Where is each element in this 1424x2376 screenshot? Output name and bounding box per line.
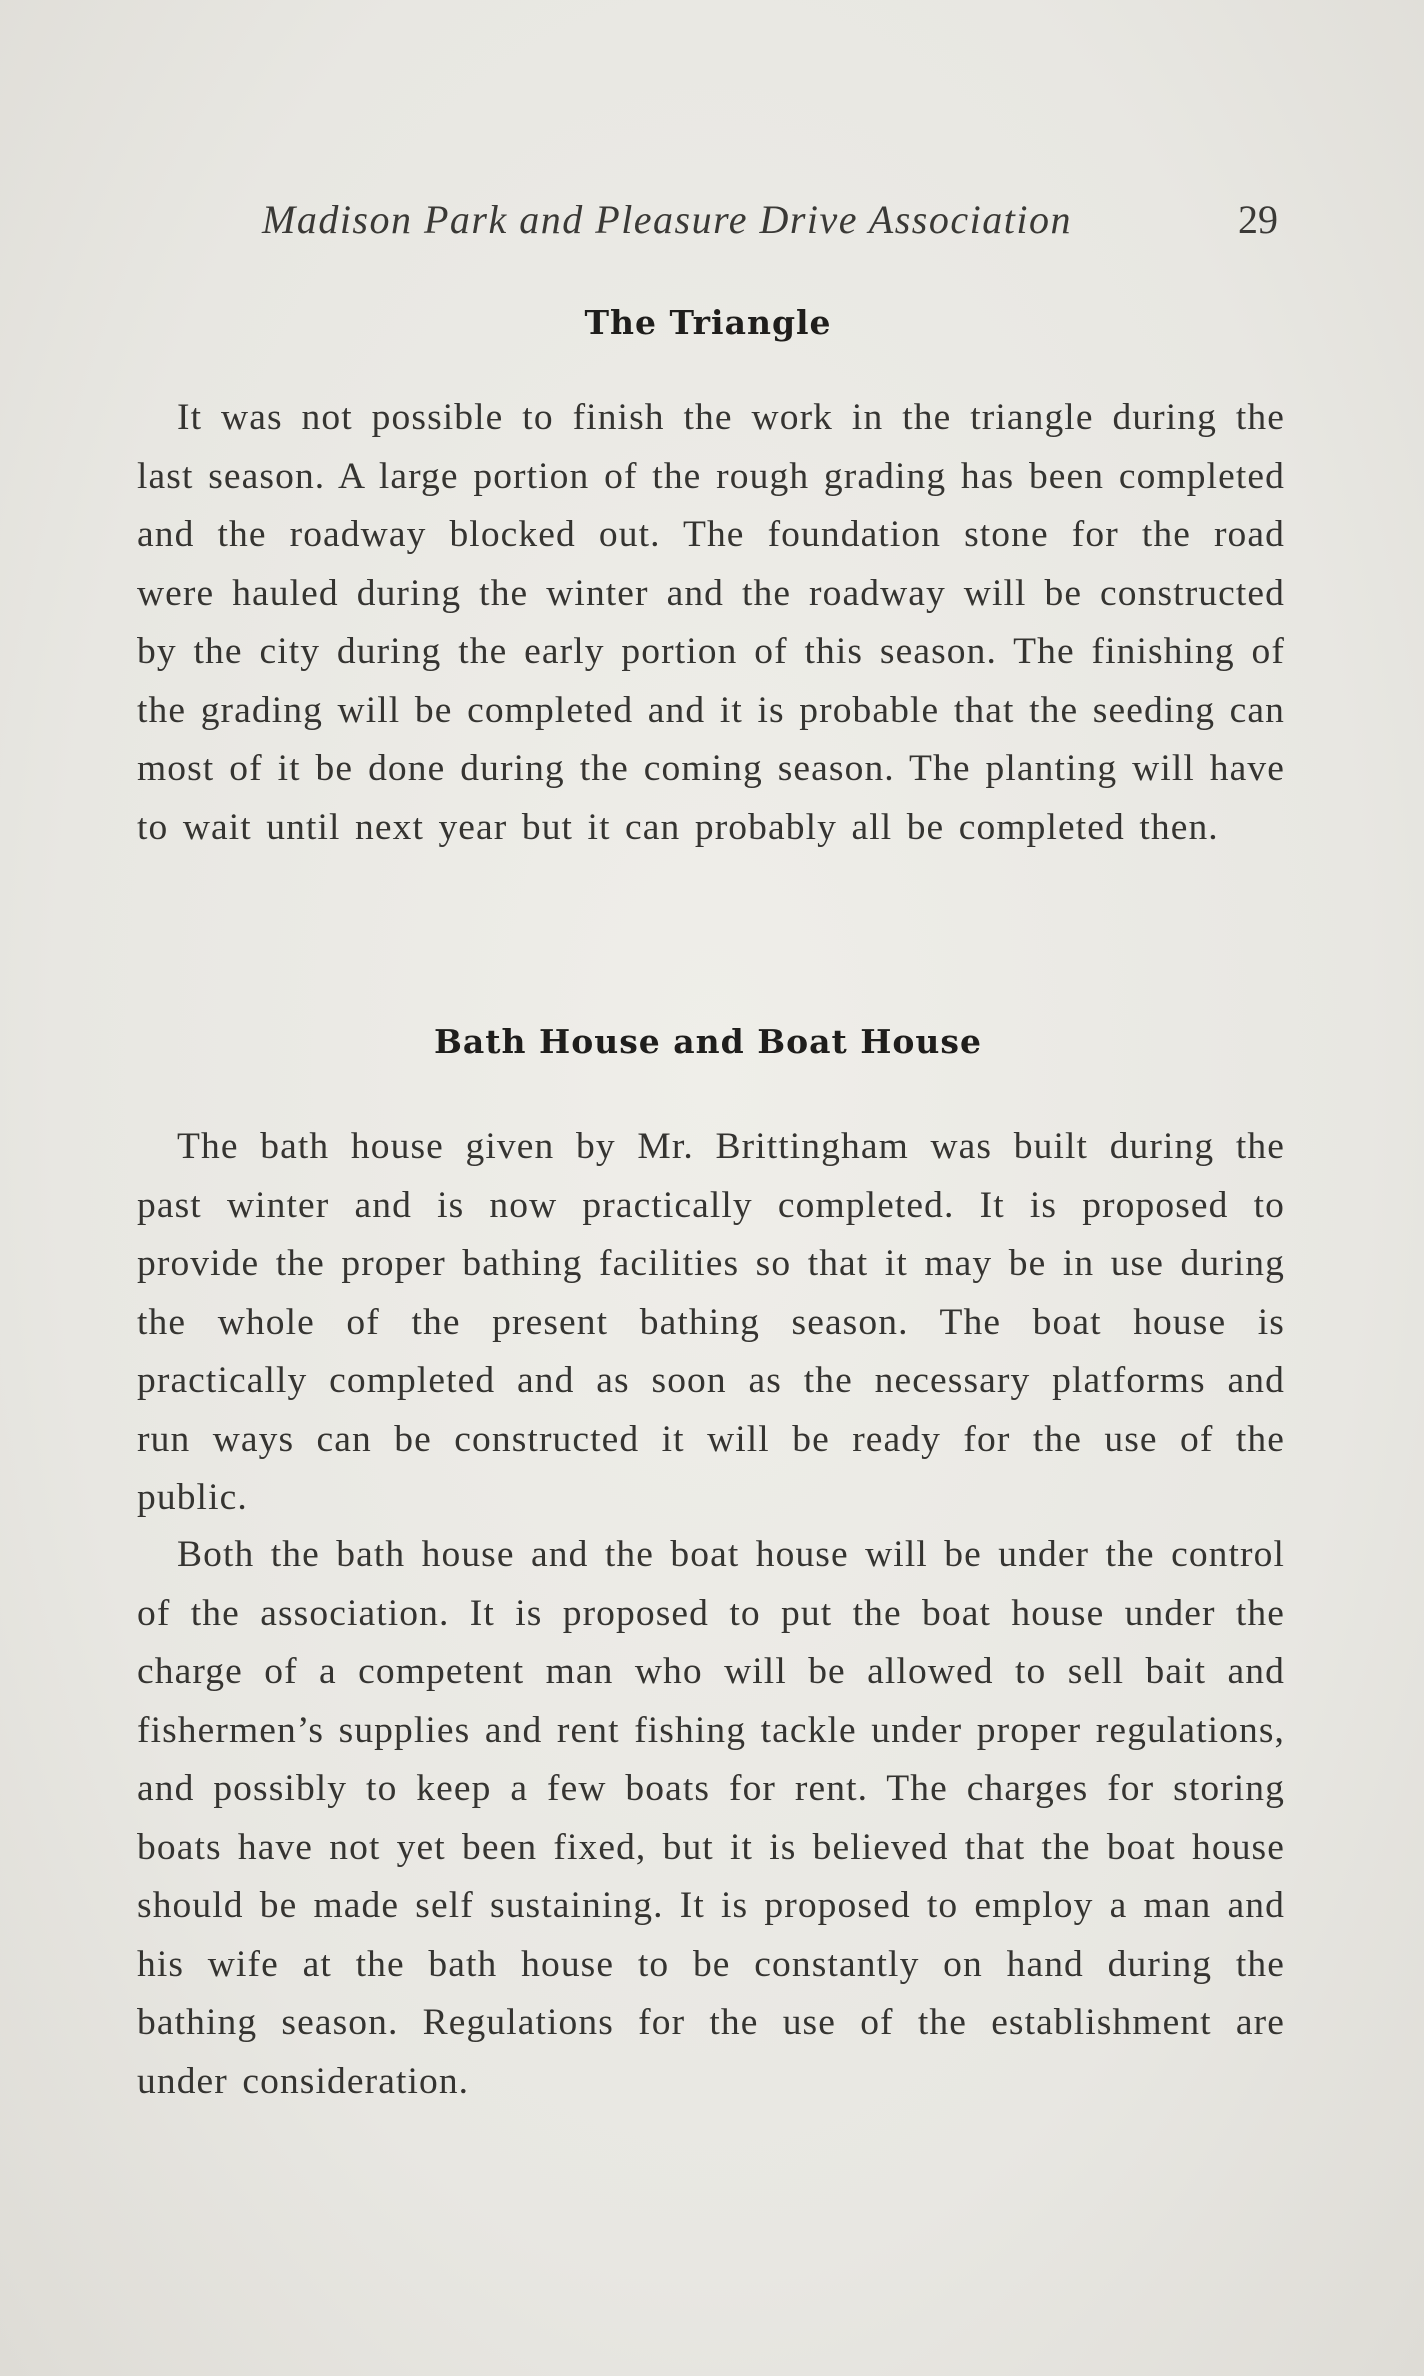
running-head-title: Madison Park and Pleasure Drive Association — [262, 197, 1072, 242]
paragraph-bath-house: The bath house given by Mr. Brittingham was built during the past winter and is now practically completed. It is proposed to provide the proper bathing facilities so that it may be in use during the whole of the present bathing season. The boat house is practically completed and as soon as the necessary platforms and run ways can be constructed it will be ready for the use of the public. — [137, 1126, 1285, 1518]
paragraph-association-control: Both the bath house and the boat house will be under the control of the association. It is proposed to put the boat house under the charge of a competent man who will be allowed to sell bait and fishermen’s supplies and rent fishing tackle under proper regulations, and possibly to keep a few boats for rent. The charges for storing boats have not yet been fixed, but it is believed that the boat house should be made self sustaining. It is proposed to employ a man and his wife at the bath house to be constantly on hand during the bathing season. Regulations for the use of the establishment are under consideration. — [137, 1534, 1285, 2102]
section-heading-bath-house: Bath House and Boat House — [434, 1022, 982, 1061]
running-head — [138, 196, 1278, 256]
section-heading-triangle: The Triangle — [584, 303, 832, 342]
page-number: 29 — [1238, 197, 1278, 242]
paragraph-triangle: It was not possible to finish the work in the triangle during the last season. A large portion of the rough grading has been completed and the roadway blocked out. The foundation stone for the road were hauled during the winter and the roadway will be constructed by the city during the early portion of this season. The finishing of the grading will be completed and it is probable that the seeding can most of it be done during the coming season. The planting will have to wait until next year but it can probably all be completed then. — [137, 397, 1285, 848]
